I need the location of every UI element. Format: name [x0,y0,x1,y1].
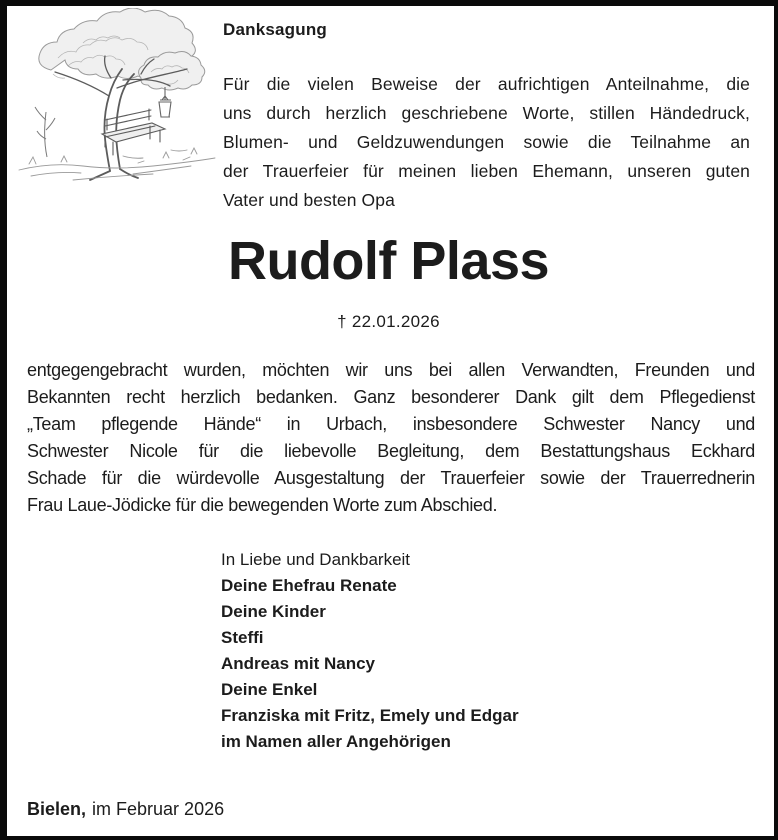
intro-line: Vater und besten Opa [223,190,395,210]
intro-line: Für die vielen Beweise der aufrichtigen Anteilnahme, die [223,74,750,94]
place-name: Bielen, [27,799,87,819]
mourner-line: Deine Ehefrau Renate [221,576,397,595]
mourner-line: im Namen aller Angehörigen [221,732,451,751]
mourner-line: Steffi [221,628,264,647]
body-line: Schade für die würdevolle Ausgestaltung der Trauerfeier sowie der Trauerrednerin [27,468,755,488]
body-line: Bekannten recht herzlich bedanken. Ganz besonderer Dank gilt dem Pflegedienst [27,387,755,407]
closing-intro: In Liebe und Dankbarkeit [221,550,411,569]
mourner-line: Deine Kinder [221,602,326,621]
mourners-block [221,547,519,755]
body-line: entgegengebracht wurden, möchten wir uns bei allen Verwandten, Freunden und [27,360,755,380]
body-line: Frau Laue-Jödicke für die bewegenden Worte zum Abschied. [27,495,498,515]
tree-bench-lantern-illustration [13,8,220,185]
mourner-line: Franziska mit Fritz, Emely und Edgar [221,706,519,725]
intro-paragraph [223,70,750,215]
body-line: Schwester Nicole für die liebevolle Begleitung, dem Bestattungshaus Eckhard [27,441,755,461]
mourner-line: Deine Enkel [221,680,318,699]
intro-line: der Trauerfeier für meinen lieben Ehemann, unseren guten [223,161,750,181]
death-date: † 22.01.2026 [337,312,440,331]
dateline-month: im Februar 2026 [92,799,225,819]
place-dateline [27,799,224,820]
body-line: „Team pflegende Hände“ in Urbach, insbesondere Schwester Nancy und [27,414,755,434]
intro-line: Blumen- und Geldzuwendungen sowie die Teilnahme an [223,132,750,152]
tree-sketch-icon [13,8,220,185]
deceased-name: Rudolf Plass [227,231,550,291]
mourner-line: Andreas mit Nancy [221,654,375,673]
intro-line: uns durch herzlich geschriebene Worte, stillen Händedruck, [223,103,750,123]
notice-heading: Danksagung [223,20,328,39]
body-paragraph [27,357,755,519]
